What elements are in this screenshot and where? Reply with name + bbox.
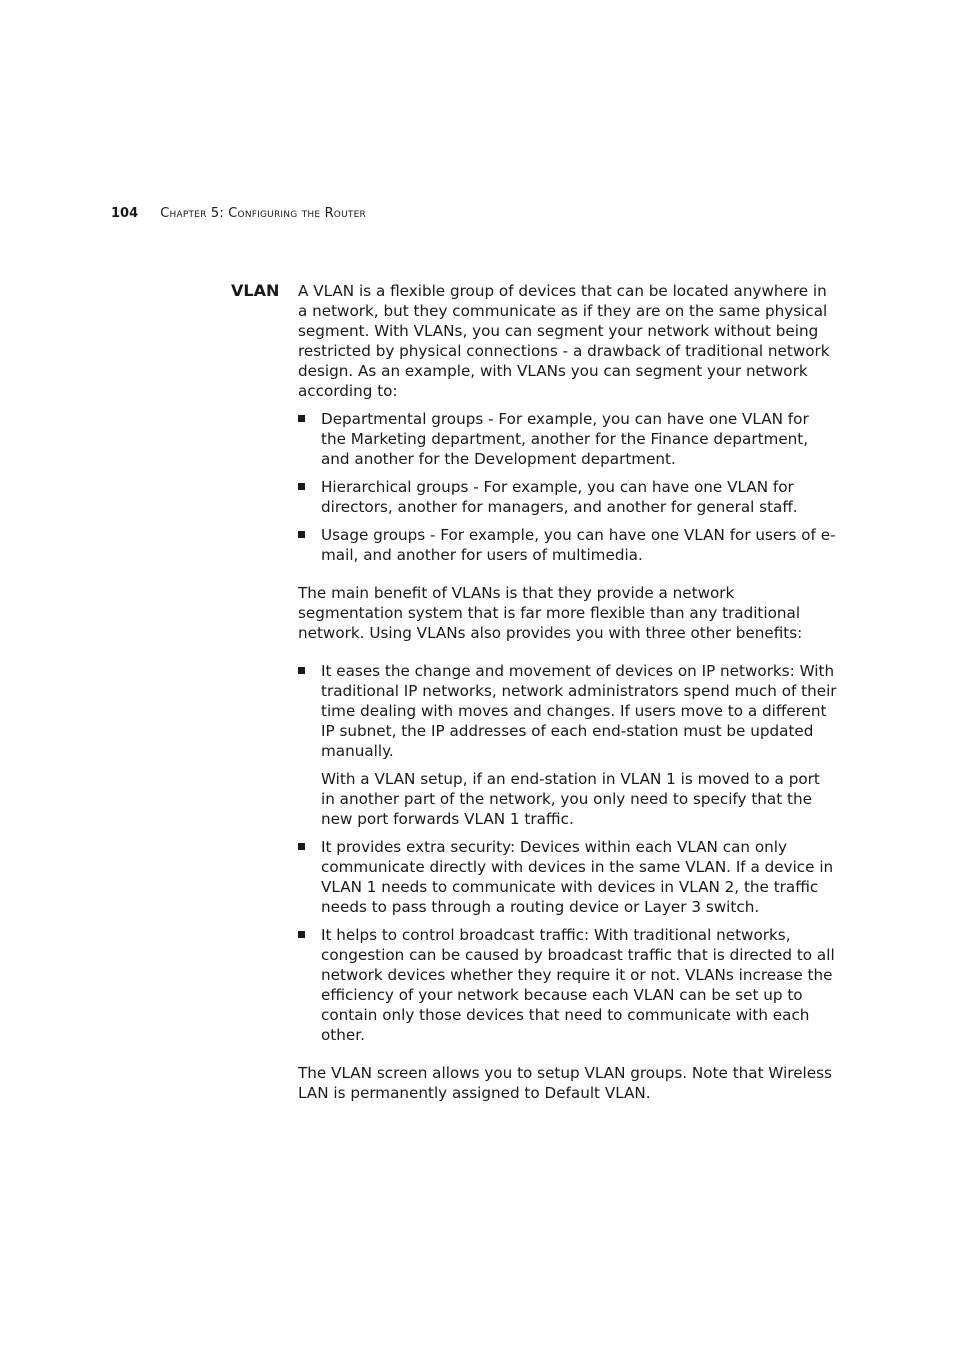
- list-item-text: It helps to control broadcast traffic: With traditional networks, congestion can be caused by broadcast traffic that is directed to all network devices whether they require it or not. VLANs increase the efficiency of your network because each VLAN can be set up to contain only those devices that need to communicate with each other.: [321, 926, 835, 1044]
- section-body: [298, 281, 838, 1103]
- bullet-square-icon: [298, 531, 305, 538]
- bullet-square-icon: [298, 415, 305, 422]
- list-item: [298, 409, 838, 469]
- list-item: [298, 661, 838, 829]
- list-item-text: It provides extra security: Devices within each VLAN can only communicate directly with devices in the same VLAN. If a device in VLAN 1 needs to communicate with devices in VLAN 2, the traffic needs to pass through a routing device or Layer 3 switch.: [321, 838, 834, 916]
- bullet-square-icon: [298, 667, 305, 674]
- list-item-followup: With a VLAN setup, if an end-station in VLAN 1 is moved to a port in another part of the network, you only need to specify that the new port forwards VLAN 1 traffic.: [321, 770, 820, 828]
- list-item-text: Departmental groups - For example, you can have one VLAN for the Marketing department, another for the Finance department, and another for the Development department.: [321, 410, 809, 468]
- page-header: [111, 205, 366, 223]
- list-item: [298, 477, 838, 517]
- group-list: [298, 409, 838, 565]
- running-title: Chapter 5: Configuring the Router: [160, 206, 366, 221]
- list-item: [298, 837, 838, 917]
- section-heading: VLAN: [231, 281, 280, 300]
- list-item: [298, 525, 838, 565]
- list-item: [298, 925, 838, 1045]
- list-item-text: Hierarchical groups - For example, you can have one VLAN for directors, another for managers, and another for general staff.: [321, 478, 798, 516]
- list-item-text: Usage groups - For example, you can have one VLAN for users of e-mail, and another for users of multimedia.: [321, 526, 836, 564]
- list-item-text: It eases the change and movement of devices on IP networks: With traditional IP networks, network administrators spend much of their time dealing with moves and changes. If users move to a different IP subnet, the IP addresses of each end-station must be updated manually.: [321, 662, 837, 760]
- bullet-square-icon: [298, 843, 305, 850]
- benefit-list: [298, 661, 838, 1045]
- page-number: 104: [111, 206, 139, 221]
- bullet-square-icon: [298, 483, 305, 490]
- intro-paragraph: A VLAN is a flexible group of devices that can be located anywhere in a network, but they communicate as if they are on the same physical segment. With VLANs, you can segment your network without being restricted by physical connections - a drawback of traditional network design. As an example, with VLANs you can segment your network according to:: [298, 282, 830, 400]
- benefits-intro-paragraph: The main benefit of VLANs is that they provide a network segmentation system that is far more flexible than any traditional network. Using VLANs also provides you with three other benefits:: [298, 584, 803, 642]
- bullet-square-icon: [298, 931, 305, 938]
- closing-paragraph: The VLAN screen allows you to setup VLAN groups. Note that Wireless LAN is permanently assigned to Default VLAN.: [298, 1064, 832, 1102]
